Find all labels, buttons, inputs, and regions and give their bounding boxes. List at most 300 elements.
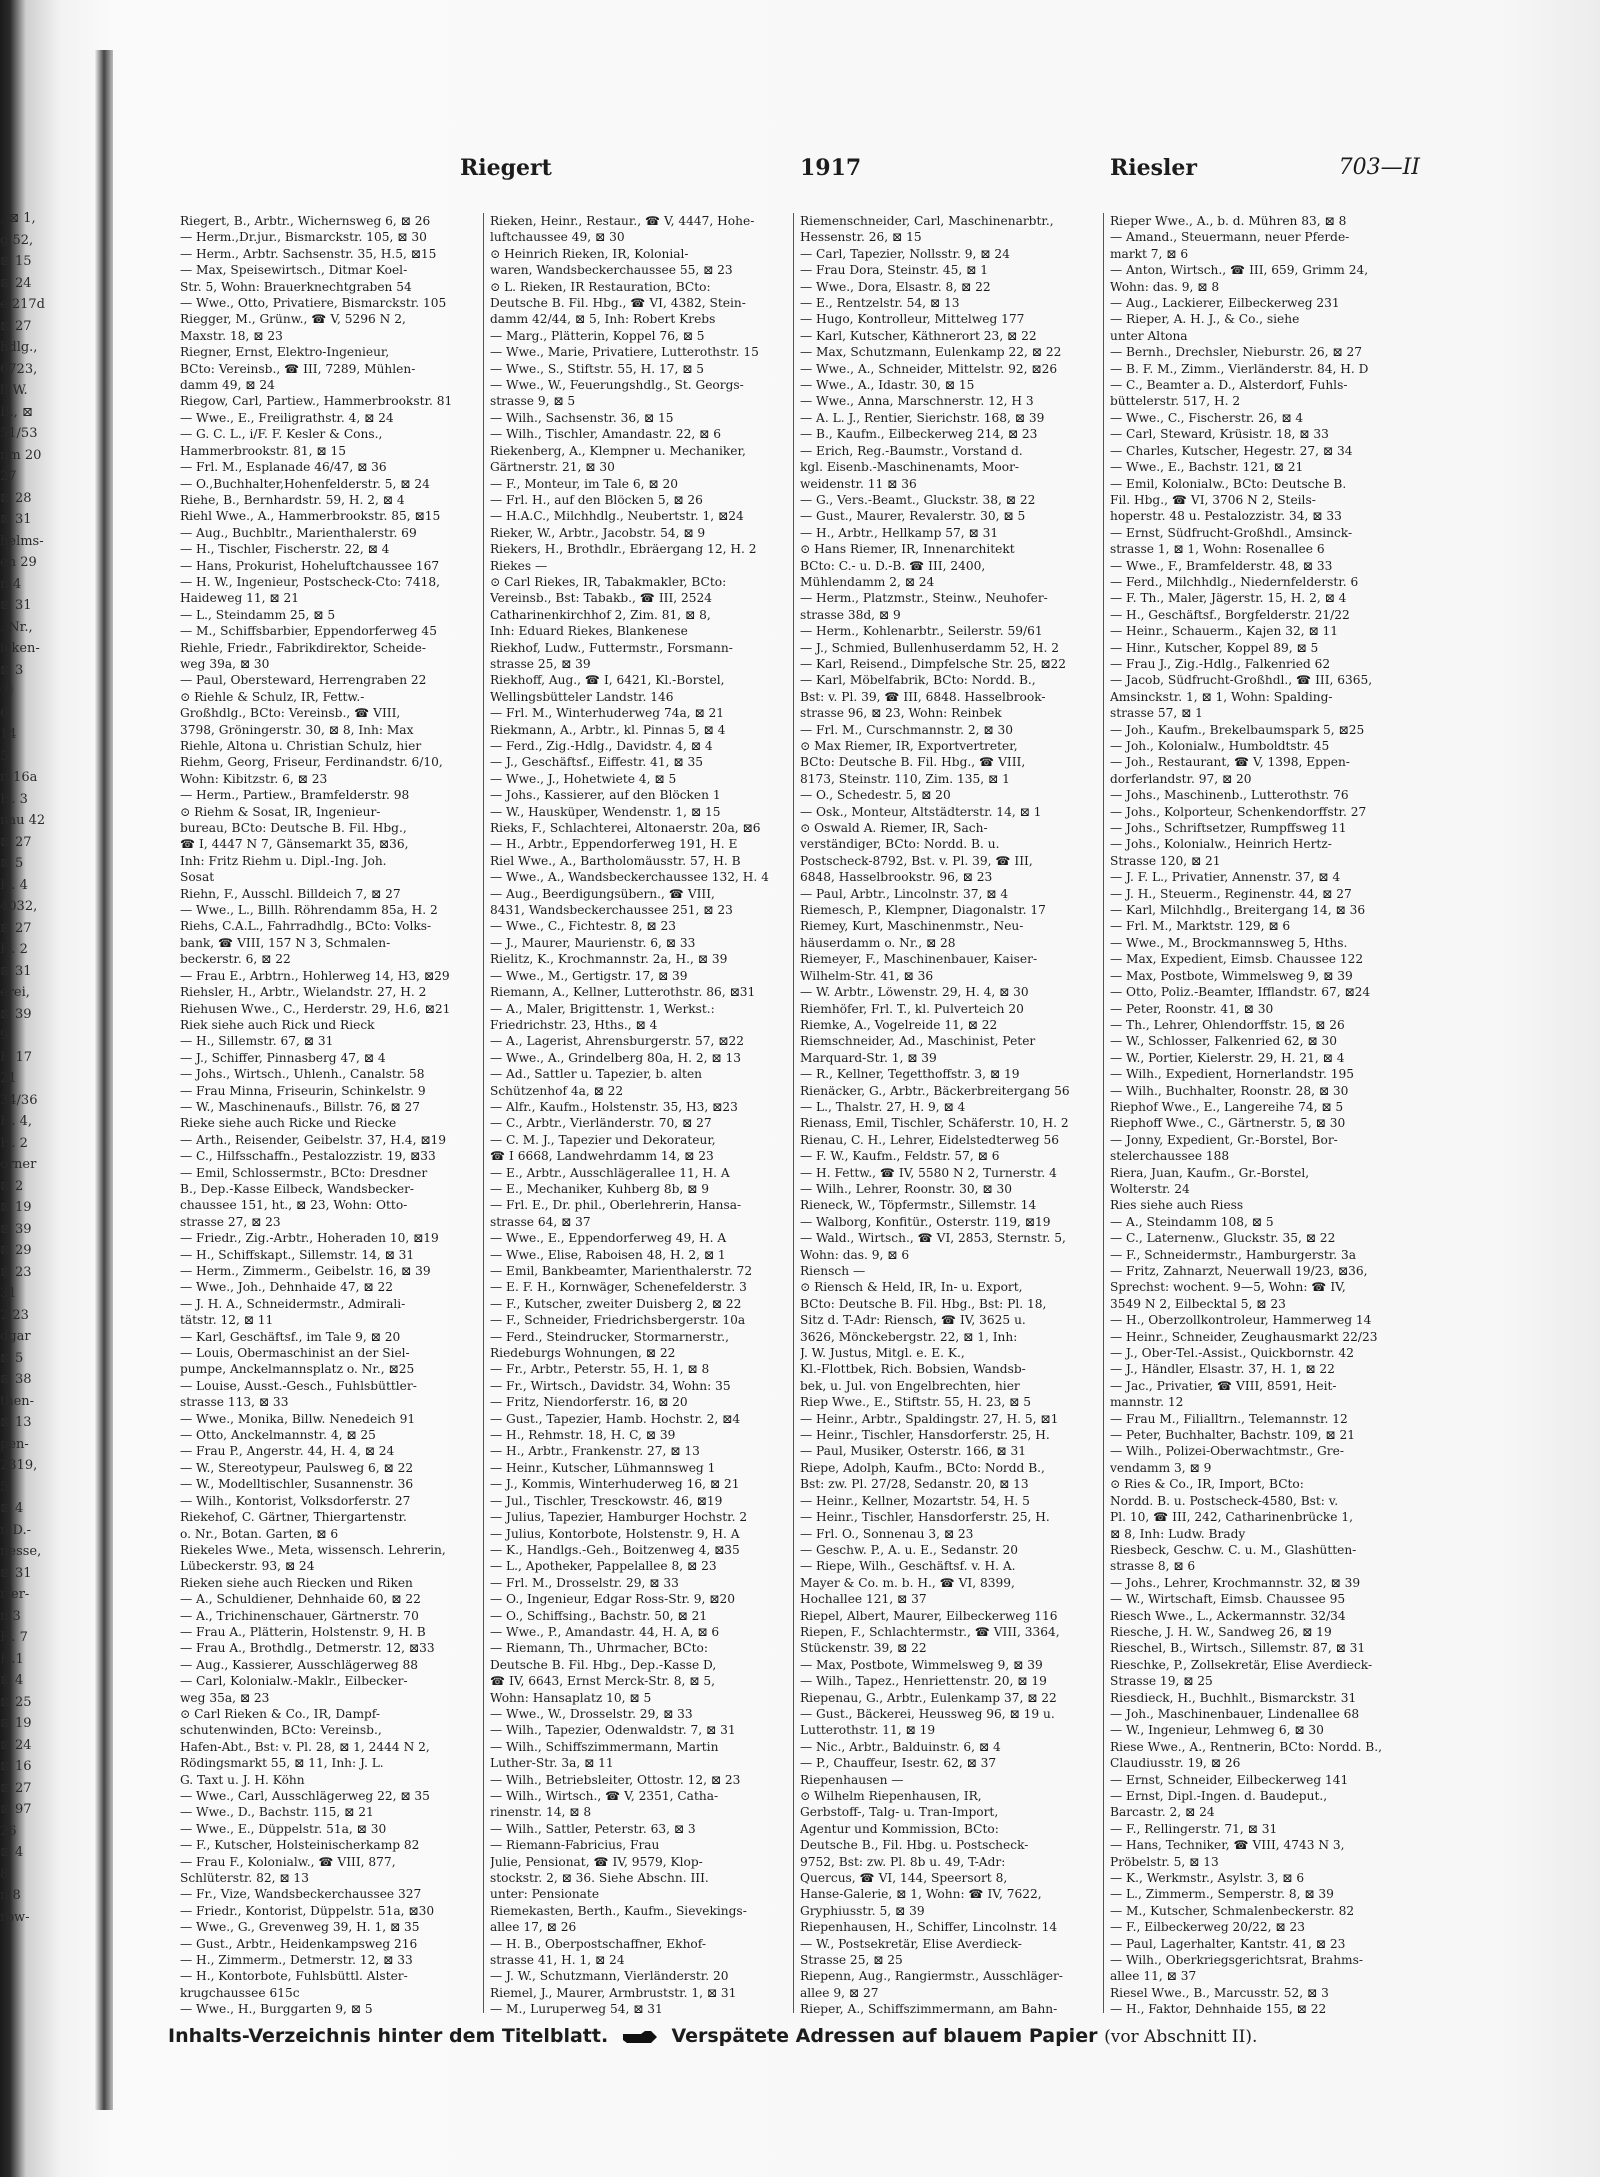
directory-entry-line: — Karl, Reisend., Dimpfelsche Str. 25, ⊠22: [800, 656, 1067, 671]
directory-entry-line: — Wilh., Sattler, Peterstr. 63, ⊠ 3: [490, 1821, 696, 1836]
directory-entry-line: Rieper Wwe., A., b. d. Mühren 83, ⊠ 8: [1110, 214, 1347, 228]
directory-entry-line: — Emil, Bankbeamter, Marienthalerstr. 72: [490, 1264, 753, 1278]
directory-entry-line: Wohn: Kibitzstr. 6, ⊠ 23: [180, 771, 328, 786]
directory-entry-line: — G. C. L., i/F. F. Kesler & Cons.,: [180, 427, 383, 442]
left-page-fragment: 34/36: [0, 1092, 38, 1108]
directory-entry-line: — A., Schuldiener, Dehnhaide 60, ⊠ 22: [180, 1592, 421, 1607]
directory-entry-line: — Herm., Platzmstr., Steinw., Neuhofer-: [800, 591, 1048, 606]
directory-entry-line: — Otto, Poliz.-Beamter, Ifflandstr. 67, ⊠24: [1110, 985, 1371, 1000]
directory-entry-line: Inh: Eduard Riekes, Blankenese: [490, 624, 688, 639]
directory-entry-line: — Wwe., Elise, Raboisen 48, H. 2, ⊠ 1: [490, 1247, 726, 1262]
directory-entry-line: — Riepe, Wilh., Geschäftsf. v. H. A.: [800, 1559, 1016, 1574]
directory-entry-line: Riemke, A., Vogelreide 11, ⊠ 22: [800, 1017, 998, 1032]
directory-entry-line: Sitz d. T-Adr: Riensch, ☎ IV, 3625 u.: [800, 1313, 1026, 1328]
directory-entry-line: — Gust., Arbtr., Heidenkampsweg 216: [180, 1936, 418, 1951]
column-divider: [1103, 213, 1104, 2013]
directory-entry-line: pumpe, Anckelmannsplatz o. Nr., ⊠25: [180, 1362, 415, 1377]
directory-entry-line: — Frl. M., Marktstr. 129, ⊠ 6: [1110, 919, 1291, 934]
left-page-fragment: ⊠ 16: [0, 1759, 32, 1774]
left-page-fragment: H. 2: [0, 942, 28, 957]
directory-entry-line: damm 42/44, ⊠ 5, Inh: Robert Krebs: [490, 312, 716, 327]
directory-entry-line: strasse 113, ⊠ 33: [180, 1395, 289, 1410]
directory-entry-line: Postscheck-8792, Bst. v. Pl. 39, ☎ III,: [800, 853, 1033, 868]
left-page-fragment: 9: [0, 1028, 9, 1043]
directory-entry-line: Riesbeck, Geschw. C. u. M., Glashütten-: [1110, 1542, 1357, 1557]
directory-entry-line: — Julius, Kontorbote, Holstenstr. 9, H. A: [490, 1526, 740, 1541]
directory-entry-line: Riepenhausen —: [800, 1772, 904, 1787]
directory-entry-line: — Gust., Tapezier, Hamb. Hochstr. 2, ⊠4: [490, 1411, 741, 1426]
left-page-fragment: ⊠ 31: [0, 1565, 32, 1581]
directory-entry-line: — A., Trichinenschauer, Gärtnerstr. 70: [180, 1608, 419, 1623]
directory-entry-line: — Frl. H., auf den Blöcken 5, ⊠ 26: [490, 492, 703, 507]
left-page-fragment: ⊠ 27: [0, 920, 32, 936]
directory-entry-line: — Wwe., G., Grevenweg 39, H. 1, ⊠ 35: [180, 1920, 420, 1935]
directory-entry-line: — Wwe., Dora, Elsastr. 8, ⊠ 22: [800, 279, 991, 294]
directory-entry-line: — Osk., Monteur, Altstädterstr. 14, ⊠ 1: [800, 804, 1042, 819]
directory-entry-line: — Jacob, Südfrucht-Großhdl., ☎ III, 6365,: [1110, 673, 1373, 688]
directory-entry-line: — C., Arbtr., Vierländerstr. 70, ⊠ 27: [490, 1116, 712, 1131]
directory-entry-line: — Alfr., Kaufm., Holstenstr. 35, H3, ⊠23: [490, 1099, 738, 1114]
directory-entry-line: — H., Arbtr., Frankenstr. 27, ⊠ 13: [490, 1444, 700, 1459]
directory-entry-line: — Wilh., Tapez., Henriettenstr. 20, ⊠ 19: [800, 1674, 1047, 1689]
directory-entry-line: Riepen, F., Schlachtermstr., ☎ VIII, 3364,: [800, 1624, 1060, 1639]
directory-entry-line: — Heinr., Arbtr., Spaldingstr. 27, H. 5, ⊠1: [800, 1411, 1059, 1426]
directory-entry-line: Rielitz, K., Krochmannstr. 2a, H., ⊠ 39: [490, 952, 728, 967]
directory-entry-line: Riehm, Georg, Friseur, Ferdinandstr. 6/10,: [180, 755, 443, 770]
directory-entry-line: strasse 64, ⊠ 37: [490, 1214, 591, 1229]
directory-entry-line: — Johs., Kolonialw., Heinrich Hertz-: [1110, 837, 1332, 852]
directory-entry-line: — H. B., Oberpostschaffner, Ekhof-: [490, 1936, 706, 1951]
directory-entry-line: — Frl. M., Drosselstr. 29, ⊠ 33: [490, 1575, 679, 1590]
directory-entry-line: — Anton, Wirtsch., ☎ III, 659, Grimm 24,: [1110, 263, 1369, 278]
directory-entry-line: ⊙ Heinrich Rieken, IR, Kolonial-: [490, 246, 689, 261]
left-page-fragment: n 8: [0, 1888, 21, 1903]
directory-entry-line: — Wilh., Schiffszimmermann, Martin: [490, 1739, 719, 1754]
directory-entry-line: Riehle, Altona u. Christian Schulz, hier: [180, 739, 422, 753]
directory-entry-line: dorferlandstr. 97, ⊠ 20: [1110, 771, 1252, 786]
directory-entry-line: — Riemann-Fabricius, Frau: [490, 1838, 660, 1853]
directory-entry-line: — Wilh., Tapezier, Odenwaldstr. 7, ⊠ 31: [490, 1723, 736, 1738]
directory-entry-line: Riek siehe auch Rick und Rieck: [180, 1017, 375, 1032]
directory-entry-line: ⊙ Riehle & Schulz, IR, Fettw.-: [180, 689, 365, 704]
left-page-fragment: ⊠ 19: [0, 1200, 32, 1215]
directory-entry-line: — Frau Dora, Steinstr. 45, ⊠ 1: [800, 263, 988, 278]
directory-entry-line: — W., Maschinenaufs., Billstr. 76, ⊠ 27: [180, 1099, 420, 1114]
directory-entry-line: — Herm., Kohlenarbtr., Seilerstr. 59/61: [800, 624, 1043, 639]
left-page-fragment: 26: [0, 1823, 17, 1839]
directory-entry-line: — Joh., Kaufm., Brekelbaumspark 5, ⊠25: [1110, 722, 1365, 737]
directory-entry-line: — Heinr., Schauerm., Kajen 32, ⊠ 11: [1110, 624, 1339, 639]
directory-entry-line: — H., Geschäftsf., Borgfelderstr. 21/22: [1110, 607, 1350, 622]
directory-entry-line: — Charles, Kutscher, Hegestr. 27, ⊠ 34: [1110, 443, 1353, 458]
directory-entry-line: häuserdamm o. Nr., ⊠ 28: [800, 935, 956, 950]
left-page-fragment: then-: [0, 1393, 35, 1409]
directory-entry-line: BCto: Vereinsb., ☎ III, 7289, Mühlen-: [180, 361, 416, 376]
directory-entry-line: Riemesch, P., Klempner, Diagonalstr. 17: [800, 903, 1046, 918]
directory-entry-line: Riepe, Adolph, Kaufm., BCto: Nordd B.,: [800, 1460, 1045, 1475]
left-page-fragment: ⊠ 4: [0, 1501, 24, 1516]
directory-column-3: [800, 213, 1096, 2018]
directory-entry-line: — Max, Postbote, Wimmelsweg 9, ⊠ 39: [1110, 968, 1353, 983]
directory-entry-line: — E. F. H., Kornwäger, Schenefelderstr. 3: [490, 1280, 747, 1295]
directory-entry-line: — Frau A., Brothdlg., Detmerstr. 12, ⊠33: [180, 1641, 435, 1656]
directory-entry-line: — L., Thalstr. 27, H. 9, ⊠ 4: [800, 1099, 966, 1114]
left-page-fragment: H. 4: [0, 877, 28, 893]
directory-entry-line: — Fritz, Zahnarzt, Neuerwall 19/23, ⊠36,: [1110, 1264, 1368, 1278]
directory-entry-line: allee 17, ⊠ 26: [490, 1920, 577, 1935]
directory-entry-line: — Johs., Schriftsetzer, Rumpffsweg 11: [1110, 821, 1347, 836]
left-page-fragment: 4032,: [0, 899, 38, 914]
left-page-fragment: ⊠ 15: [0, 254, 32, 269]
left-page-fragment: ⊠ 13: [0, 1415, 32, 1430]
directory-entry-line: Riehle, Friedr., Fabrikdirektor, Scheide-: [180, 640, 426, 655]
directory-entry-line: — J., Händler, Elsastr. 37, H. 1, ⊠ 22: [1110, 1362, 1335, 1377]
directory-entry-line: ⊙ Max Riemer, IR, Exportvertreter,: [800, 739, 1018, 753]
directory-entry-line: kgl. Eisenb.-Maschinenamts, Moor-: [800, 460, 1020, 475]
directory-entry-line: — W. Arbtr., Löwenstr. 29, H. 4, ⊠ 30: [800, 985, 1029, 1000]
left-page-fragment: H. 4,: [0, 1114, 33, 1129]
directory-entry-line: Riegger, M., Grünw., ☎ V, 5296 N 2,: [180, 312, 406, 327]
directory-entry-line: — Wilh., Lehrer, Roonstr. 30, ⊠ 30: [800, 1181, 1013, 1196]
left-page-fragment: 27: [0, 469, 17, 484]
directory-entry-line: — Otto, Anckelmannstr. 4, ⊠ 25: [180, 1428, 376, 1443]
left-page-fragment: H. 2: [0, 1135, 28, 1151]
directory-entry-line: Rieks, F., Schlachterei, Altonaerstr. 20a, ⊠6: [490, 821, 761, 836]
directory-entry-line: ⊙ Carl Rieken & Co., IR, Dampf-: [180, 1706, 381, 1721]
directory-entry-line: Riekehof, C. Gärtner, Thiergartenstr.: [180, 1510, 407, 1525]
directory-entry-line: — Karl, Möbelfabrik, BCto: Nordd. B.,: [800, 673, 1036, 688]
directory-entry-line: — Wwe., Otto, Privatiere, Bismarckstr. 105: [180, 296, 447, 311]
directory-entry-line: — Fr., Wirtsch., Davidstr. 34, Wohn: 35: [490, 1378, 731, 1393]
directory-entry-line: Riephof Wwe., E., Langereihe 74, ⊠ 5: [1110, 1099, 1344, 1114]
directory-entry-line: BCto: C.- u. D.-B. ☎ III, 2400,: [800, 558, 986, 573]
directory-entry-line: Rieneck, W., Töpfermstr., Sillemstr. 14: [800, 1198, 1037, 1213]
directory-entry-line: — Wwe., P., Amandastr. 44, H. A, ⊠ 6: [490, 1624, 720, 1639]
left-page-fragment: nau 42: [0, 813, 46, 828]
directory-entry-line: — A., Lagerist, Ahrensburgerstr. 57, ⊠22: [490, 1034, 744, 1049]
directory-entry-line: Gärtnerstr. 21, ⊠ 30: [490, 460, 615, 475]
directory-entry-line: — Wwe., A., Grindelberg 80a, H. 2, ⊠ 13: [490, 1050, 742, 1065]
directory-entry-line: — Joh., Restaurant, ☎ V, 1398, Eppen-: [1110, 755, 1350, 770]
directory-entry-line: — J., Kommis, Winterhuderweg 16, ⊠ 21: [490, 1477, 740, 1492]
directory-entry-line: — Wwe., M., Brockmannsweg 5, Hths.: [1110, 935, 1348, 950]
left-page-fragment: ⊠ 19: [0, 1716, 32, 1731]
directory-entry-line: — M., Schiffsbarbier, Eppendorferweg 45: [180, 624, 437, 639]
directory-entry-line: waren, Wandsbeckerchaussee 55, ⊠ 23: [490, 263, 733, 278]
directory-entry-line: — Ferd., Steindrucker, Stormarnerstr.,: [490, 1329, 729, 1344]
directory-entry-line: — Ad., Sattler u. Tapezier, b. alten: [490, 1067, 703, 1082]
directory-entry-line: — Johs., Kassierer, auf den Blöcken 1: [490, 788, 721, 803]
directory-entry-line: bek, u. Jul. von Engelbrechten, hier: [800, 1378, 1020, 1393]
directory-entry-line: allee 11, ⊠ 37: [1110, 1969, 1197, 1984]
directory-entry-line: — W., Wirtschaft, Eimsb. Chaussee 95: [1110, 1592, 1346, 1607]
directory-entry-line: bureau, BCto: Deutsche B. Fil. Hbg.,: [180, 821, 407, 836]
left-page-fragment: ⊠ 4: [0, 1845, 24, 1860]
directory-entry-line: bank, ☎ VIII, 157 N 3, Schmalen-: [180, 935, 391, 950]
directory-entry-line: Riesdieck, H., Buchhlt., Bismarckstr. 31: [1110, 1690, 1357, 1705]
directory-entry-line: Riegow, Carl, Partiew., Hammerbrookstr. 81: [180, 394, 453, 409]
directory-entry-line: — J. H., Steuerm., Reginenstr. 44, ⊠ 27: [1110, 886, 1352, 901]
directory-entry-line: — Jac., Privatier, ☎ VIII, 8591, Heit-: [1110, 1378, 1337, 1393]
directory-entry-line: — Gust., Bäckerei, Heussweg 96, ⊠ 19 u.: [800, 1706, 1055, 1721]
directory-entry-line: 3549 N 2, Eilbecktal 5, ⊠ 23: [1110, 1296, 1286, 1311]
directory-entry-line: — Johs., Wirtsch., Uhlenh., Canalstr. 58: [180, 1067, 425, 1082]
directory-entry-line: — C. M. J., Tapezier und Dekorateur,: [490, 1132, 716, 1147]
directory-entry-line: — G., Vers.-Beamt., Gluckstr. 38, ⊠ 22: [800, 492, 1036, 507]
directory-entry-line: Haideweg 11, ⊠ 21: [180, 591, 299, 606]
left-page-fragment: ⊠ 31: [0, 512, 32, 527]
left-page-fragment: pen-: [0, 1436, 29, 1452]
directory-entry-line: — Aug., Kassierer, Ausschlägerweg 88: [180, 1657, 419, 1672]
directory-entry-line: — Wald., Wirtsch., ☎ VI, 2853, Sternstr. 5,: [800, 1231, 1066, 1246]
directory-entry-line: Friedrichstr. 23, Hths., ⊠ 4: [490, 1017, 658, 1032]
directory-entry-line: Deutsche B. Fil. Hbg., Dep.-Kasse D,: [490, 1657, 717, 1672]
directory-entry-line: Riekeles Wwe., Meta, wissensch. Lehrerin,: [180, 1542, 446, 1557]
directory-entry-line: — Herm., Arbtr. Sachsenstr. 35, H.5, ⊠15: [180, 246, 437, 261]
directory-entry-line: strasse 25, ⊠ 39: [490, 656, 591, 671]
book-gutter: [95, 50, 113, 2110]
directory-entry-line: — Frau Minna, Friseurin, Schinkelstr. 9: [180, 1083, 426, 1098]
directory-entry-line: — F. Th., Maler, Jägerstr. 15, H. 2, ⊠ 4: [1110, 591, 1347, 606]
left-page-fragment: e 217d: [0, 297, 45, 312]
directory-entry-line: Riemann, A., Kellner, Lutterothstr. 86, ⊠31: [490, 985, 756, 1000]
directory-entry-line: chaussee 151, ht., ⊠ 23, Wohn: Otto-: [180, 1198, 408, 1213]
directory-entry-line: Riel Wwe., A., Bartholomäusstr. 57, H. B: [490, 853, 741, 868]
directory-entry-line: — Wilh., Expedient, Hornerlandstr. 195: [1110, 1067, 1354, 1082]
directory-entry-line: — Heinr., Tischler, Hansdorferstr. 25, H.: [800, 1428, 1050, 1443]
directory-entry-line: 8173, Steinstr. 110, Zim. 135, ⊠ 1: [800, 771, 1010, 786]
directory-entry-line: — A. L. J., Rentier, Sierichstr. 168, ⊠ 39: [800, 410, 1045, 425]
directory-entry-line: stockstr. 2, ⊠ 36. Siehe Abschn. III.: [490, 1871, 709, 1886]
directory-entry-line: — C., Hilfsschaffn., Pestalozzistr. 19, ⊠33: [180, 1149, 436, 1164]
directory-entry-line: Rieke siehe auch Ricke und Riecke: [180, 1116, 397, 1131]
left-page-fragment: ⊠ 5: [0, 856, 24, 871]
directory-entry-line: beckerstr. 6, ⊠ 22: [180, 952, 291, 967]
directory-entry-line: weg 39a, ⊠ 30: [180, 656, 270, 671]
directory-entry-line: Schlüterstr. 82, ⊠ 13: [180, 1871, 309, 1886]
directory-entry-line: — R., Kellner, Tegetthoffstr. 3, ⊠ 19: [800, 1067, 1020, 1082]
directory-entry-line: — Wwe., S., Stiftstr. 55, H. 17, ⊠ 5: [490, 361, 705, 376]
directory-entry-line: — Paul, Obersteward, Herrengraben 22: [180, 673, 427, 688]
directory-entry-line: Marquard-Str. 1, ⊠ 39: [800, 1050, 937, 1065]
directory-entry-line: — Frl. M., Winterhuderweg 74a, ⊠ 21: [490, 706, 725, 721]
directory-entry-line: — Frl. M., Esplanade 46/47, ⊠ 36: [180, 460, 387, 475]
directory-entry-line: — Wilh., Polizei-Oberwachtmstr., Gre-: [1110, 1444, 1344, 1459]
directory-entry-line: Hammerbrookstr. 81, ⊠ 15: [180, 443, 346, 458]
directory-entry-line: — Wwe., F., Bramfelderstr. 48, ⊠ 33: [1110, 558, 1333, 573]
left-page-fragment: ⊠ 23: [0, 1264, 32, 1280]
directory-entry-line: — Walborg, Konfitür., Osterstr. 119, ⊠19: [800, 1214, 1051, 1229]
directory-entry-line: — Herm., Partiew., Bramfelderstr. 98: [180, 788, 410, 803]
directory-entry-line: — H., Tischler, Fischerstr. 22, ⊠ 4: [180, 542, 390, 557]
footer-late-addresses-note: Verspätete Adressen auf blauem Papier: [671, 2025, 1098, 2047]
directory-entry-line: Rödingsmarkt 55, ⊠ 11, Inh: J. L.: [180, 1756, 384, 1771]
directory-entry-line: Julie, Pensionat, ☎ IV, 9579, Klop-: [490, 1854, 703, 1869]
directory-entry-line: — Ernst, Dipl.-Ingen. d. Baudeput.,: [1110, 1789, 1328, 1803]
left-page-edge: [0, 60, 100, 2100]
directory-entry-line: Riekmann, A., Arbtr., kl. Pinnas 5, ⊠ 4: [490, 722, 726, 737]
left-page-fragment: hdlg.,: [0, 340, 38, 355]
directory-entry-line: G. Taxt u. J. H. Köhn: [180, 1772, 305, 1787]
left-page-fragment: ⊠ 3: [0, 662, 24, 678]
directory-entry-line: — Heinr., Schneider, Zeughausmarkt 22/23: [1110, 1329, 1378, 1344]
directory-entry-line: Riemekasten, Berth., Kaufm., Sievekings-: [490, 1903, 747, 1918]
directory-entry-line: Wolterstr. 24: [1110, 1181, 1190, 1196]
directory-entry-line: Bst: v. Pl. 39, ☎ III, 6848. Hasselbrook-: [800, 689, 1046, 704]
directory-entry-line: rinenstr. 14, ⊠ 8: [490, 1805, 592, 1820]
directory-entry-line: Strasse 19, ⊠ 25: [1110, 1674, 1213, 1689]
directory-entry-line: — J., Schiffer, Pinnasberg 47, ⊠ 4: [180, 1050, 386, 1065]
directory-entry-line: Deutsche B., Fil. Hbg. u. Postscheck-: [800, 1838, 1029, 1853]
left-page-fragment: dgar: [0, 1329, 31, 1344]
directory-entry-line: — Wwe., J., Hohetwiete 4, ⊠ 5: [490, 771, 677, 786]
directory-entry-line: krugchaussee 615c: [180, 1985, 300, 2000]
directory-entry-line: Wellingsbütteler Landstr. 146: [490, 689, 674, 704]
directory-entry-line: ⊠ 8, Inh: Ludw. Brady: [1110, 1526, 1246, 1541]
directory-entry-line: — Max, Speisewirtsch., Ditmar Koel-: [180, 263, 408, 278]
left-page-fragment: 8: [0, 1866, 9, 1882]
directory-entry-line: strasse 8, ⊠ 6: [1110, 1559, 1196, 1574]
directory-entry-line: Rieken, Heinr., Restaur., ☎ V, 4447, Hohe-: [490, 214, 755, 228]
directory-entry-line: — Frl. O., Sonnenau 3, ⊠ 23: [800, 1526, 974, 1541]
left-page-fragment: nesse,: [0, 1544, 42, 1559]
directory-entry-line: Gerbstoff-, Talg- u. Tran-Import,: [800, 1805, 999, 1820]
directory-entry-line: ⊙ Wilhelm Riepenhausen, IR,: [800, 1789, 982, 1803]
directory-entry-line: — Ernst, Südfrucht-Großhdl., Amsinck-: [1110, 525, 1353, 540]
left-page-fragment: 14: [0, 727, 17, 742]
directory-entry-line: Riera, Juan, Kaufm., Gr.-Borstel,: [1110, 1165, 1310, 1180]
directory-entry-line: stelerchaussee 188: [1110, 1149, 1230, 1164]
directory-entry-line: — Wwe., Anna, Marschnerstr. 12, H 3: [800, 394, 1034, 409]
directory-entry-line: — Karl, Milchhdlg., Breitergang 14, ⊠ 36: [1110, 903, 1366, 918]
directory-entry-line: — Louis, Obermaschinist an der Siel-: [180, 1346, 410, 1361]
left-page-fragment: 31: [0, 1286, 17, 1301]
directory-entry-line: — H., Sillemstr. 67, ⊠ 31: [180, 1034, 334, 1049]
directory-entry-line: — Karl, Geschäftsf., im Tale 9, ⊠ 20: [180, 1329, 401, 1344]
directory-entry-line: — Frau P., Angerstr. 44, H. 4, ⊠ 24: [180, 1444, 395, 1459]
directory-entry-line: Wohn: das. 9, ⊠ 6: [800, 1247, 910, 1262]
left-page-fragment: 6723,: [0, 361, 38, 377]
directory-entry-line: — H., Oberzollkontroleur, Hammerweg 14: [1110, 1313, 1372, 1328]
directory-entry-line: Hafen-Abt., Bst: v. Pl. 28, ⊠ 1, 2444 N 2,: [180, 1739, 430, 1754]
directory-entry-line: Lutterothstr. 11, ⊠ 19: [800, 1723, 936, 1738]
directory-entry-line: — E., Rentzelstr. 54, ⊠ 13: [800, 296, 960, 311]
directory-entry-line: — Jonny, Expedient, Gr.-Borstel, Bor-: [1110, 1132, 1338, 1147]
directory-entry-line: Riepel, Albert, Maurer, Eilbeckerweg 116: [800, 1608, 1058, 1623]
directory-entry-line: — Aug., Buchbltr., Marienthalerstr. 69: [180, 525, 417, 540]
directory-entry-line: Riehn, F., Ausschl. Billdeich 7, ⊠ 27: [180, 886, 401, 901]
directory-entry-line: mannstr. 12: [1110, 1395, 1184, 1410]
directory-entry-line: — F., Schneider, Friedrichsbergerstr. 10a: [490, 1313, 746, 1328]
directory-entry-line: — Jul., Tischler, Tresckowstr. 46, ⊠19: [490, 1493, 723, 1508]
directory-entry-line: unter: Pensionate: [490, 1887, 600, 1902]
directory-entry-line: Mühlendamm 2, ⊠ 24: [800, 574, 935, 589]
directory-entry-line: — Wwe., W., Drosselstr. 29, ⊠ 33: [490, 1706, 693, 1721]
directory-entry-line: — O., Schiffsing., Bachstr. 50, ⊠ 21: [490, 1608, 708, 1623]
directory-entry-line: — Aug., Beerdigungsübern., ☎ VIII,: [490, 886, 715, 901]
directory-entry-line: Riesch Wwe., L., Ackermannstr. 32/34: [1110, 1608, 1346, 1623]
directory-entry-line: — F., Kutscher, Holsteinischerkamp 82: [180, 1838, 420, 1853]
directory-entry-line: — H., Arbtr., Hellkamp 57, ⊠ 31: [800, 525, 999, 540]
directory-entry-line: Lübeckerstr. 93, ⊠ 24: [180, 1559, 315, 1574]
directory-entry-line: Riehsler, H., Arbtr., Wielandstr. 27, H. 2: [180, 985, 427, 1000]
directory-entry-line: — Rieper, A. H. J., & Co., siehe: [1110, 312, 1300, 327]
directory-entry-line: — Frl. M., Curschmannstr. 2, ⊠ 30: [800, 722, 1014, 737]
directory-entry-line: — Joh., Maschinenbauer, Lindenallee 68: [1110, 1706, 1360, 1721]
directory-entry-line: — O.,Buchhalter,Hohenfelderstr. 5, ⊠ 24: [180, 476, 430, 491]
left-page-fragment: ⊠ 29: [0, 1243, 32, 1258]
directory-entry-line: — B., Kaufm., Eilbeckerweg 214, ⊠ 23: [800, 427, 1038, 442]
directory-entry-line: Deutsche B. Fil. Hbg., ☎ VI, 4382, Stein-: [490, 296, 746, 311]
directory-entry-line: — A., Maler, Brigittenstr. 1, Werkst.:: [490, 1001, 715, 1016]
directory-entry-line: — J., Maurer, Maurienstr. 6, ⊠ 33: [490, 935, 696, 950]
directory-entry-line: — Frau F., Kolonialw., ☎ VIII, 877,: [180, 1854, 396, 1869]
directory-entry-line: — Wwe., E., Eppendorferweg 49, H. A: [490, 1231, 727, 1246]
directory-entry-line: Riekenberg, A., Klempner u. Mechaniker,: [490, 443, 746, 458]
left-page-fragment: B., ⊠: [0, 404, 33, 420]
directory-entry-line: o. Nr., Botan. Garten, ⊠ 6: [180, 1526, 339, 1541]
directory-entry-line: — Wwe., W., Feuerungshdlg., St. Georgs-: [490, 378, 744, 393]
directory-entry-line: — H.A.C., Milchhdlg., Neubertstr. 1, ⊠24: [490, 509, 744, 524]
left-page-fragment: 5: [0, 748, 9, 764]
directory-entry-line: — Frau E., Arbtrn., Hohlerweg 14, H3, ⊠29: [180, 968, 450, 983]
left-page-fragment: erei,: [0, 985, 30, 1000]
directory-entry-line: — Geschw. P., A. u. E., Sedanstr. 20: [800, 1542, 1019, 1557]
left-page-fragment: rfer-: [0, 1587, 30, 1602]
directory-entry-line: Rieper, A., Schiffszimmermann, am Bahn-: [800, 2002, 1058, 2017]
directory-entry-line: — Wilh., Sachsenstr. 36, ⊠ 15: [490, 410, 674, 425]
directory-entry-line: — W., Stereotypeur, Paulsweg 6, ⊠ 22: [180, 1460, 414, 1475]
directory-entry-line: — Ferd., Zig.-Hdlg., Davidstr. 4, ⊠ 4: [490, 739, 713, 753]
left-page-fragment: ⊠ 5: [0, 1350, 24, 1366]
footer-section-note: (vor Abschnitt II).: [1104, 2027, 1258, 2047]
left-page-fragment: H 17: [0, 1049, 33, 1065]
directory-entry-line: Rieker, W., Arbtr., Jacobstr. 54, ⊠ 9: [490, 525, 706, 540]
directory-entry-line: Riekhof, Ludw., Futtermstr., Forsmann-: [490, 640, 733, 655]
directory-entry-line: — Hinr., Kutscher, Koppel 89, ⊠ 5: [1110, 640, 1319, 655]
directory-entry-line: Claudiusstr. 19, ⊠ 26: [1110, 1756, 1241, 1771]
directory-entry-line: — H. Fettw., ☎ IV, 5580 N 2, Turnerstr. 4: [800, 1165, 1057, 1180]
directory-entry-line: strasse 9, ⊠ 5: [490, 394, 576, 409]
left-page-fragment: 2319,: [0, 1458, 38, 1473]
directory-entry-line: Str. 5, Wohn: Brauerknechtgraben 54: [180, 279, 412, 294]
directory-entry-line: — Wilh., Betriebsleiter, Ottostr. 12, ⊠ 23: [490, 1772, 741, 1787]
directory-entry-line: Riehs, C.A.L., Fahrradhdlg., BCto: Volks-: [180, 919, 432, 934]
left-page-fragment: ⓔ: [0, 684, 14, 699]
directory-entry-line: — Heinr., Tischler, Hansdorferstr. 25, H.: [800, 1510, 1050, 1525]
directory-entry-line: — Friedr., Zig.-Arbtr., Hoheraden 10, ⊠19: [180, 1231, 439, 1246]
directory-entry-line: — Herm.,Dr.jur., Bismarckstr. 105, ⊠ 30: [180, 230, 427, 245]
directory-entry-line: Riensch —: [800, 1264, 866, 1278]
directory-entry-line: Rienäcker, G., Arbtr., Bäckerbreitergang 56: [800, 1083, 1070, 1098]
left-page-fragment: ⊠ 28: [0, 490, 32, 506]
directory-entry-line: Riepenhausen, H., Schiffer, Lincolnstr. 14: [800, 1920, 1058, 1935]
directory-entry-line: Inh: Fritz Riehm u. Dipl.-Ing. Joh.: [180, 853, 387, 868]
directory-entry-line: Riehusen Wwe., C., Herderstr. 29, H.6, ⊠21: [180, 1001, 451, 1016]
directory-entry-line: Sprechst: wochent. 9—5, Wohn: ☎ IV,: [1110, 1280, 1346, 1295]
left-page-fragment: n 3: [0, 1608, 21, 1624]
directory-entry-line: — F., Eilbeckerweg 20/22, ⊠ 23: [1110, 1920, 1305, 1935]
page-footer: [168, 2025, 1438, 2055]
directory-entry-line: — A., Steindamm 108, ⊠ 5: [1110, 1214, 1274, 1229]
left-page-fragment: ⊠ 24: [0, 1737, 32, 1753]
left-page-fragment: H.1: [0, 1651, 24, 1667]
directory-entry-line: Strasse 25, ⊠ 25: [800, 1953, 903, 1968]
directory-entry-line: — M., Luruperweg 54, ⊠ 31: [490, 2002, 663, 2017]
directory-entry-line: ⊙ L. Rieken, IR Restauration, BCto:: [490, 279, 711, 294]
directory-column-1: [180, 213, 476, 2018]
directory-entry-line: — Wwe., A., Wandsbeckerchaussee 132, H. 4: [490, 870, 769, 885]
